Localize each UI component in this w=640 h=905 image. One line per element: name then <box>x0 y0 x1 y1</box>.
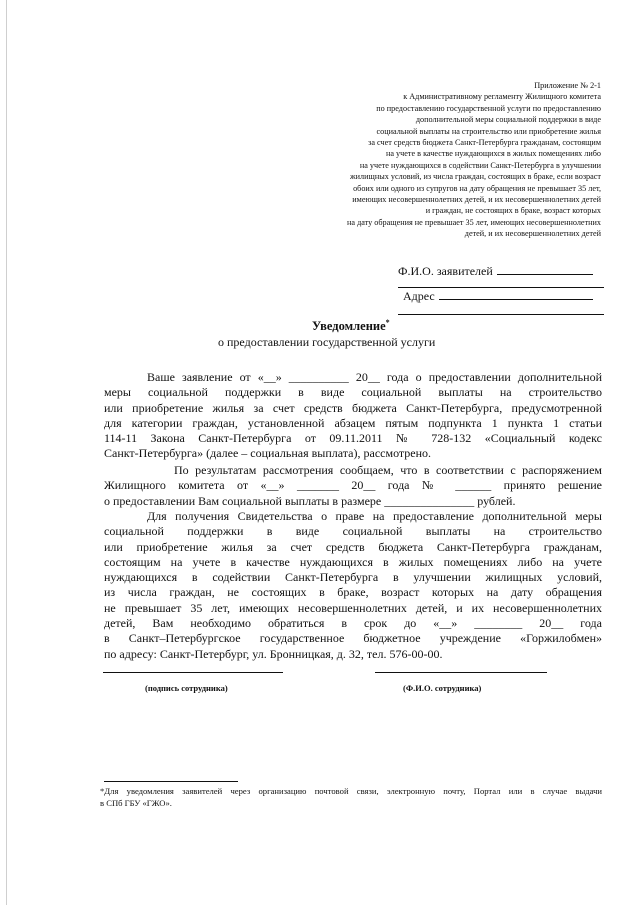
applicant-name-blank <box>497 262 593 275</box>
page-edge-line <box>6 0 7 905</box>
text-line: социальной поддержки в виде социальной выплаты на строительство <box>104 524 602 539</box>
appendix-line: на учете нуждающихся в содействии Санкт-Петербурга в улучшении <box>359 160 601 170</box>
appendix-line: к Административному регламенту Жилищного комитета <box>403 92 601 102</box>
appendix-line: за счет средств бюджета Санкт-Петербурга гражданам, состоящим <box>368 138 601 148</box>
text-line: не превышает 35 лет, имеющих несовершеннолетних детей, и их несовершеннолетних <box>104 600 602 615</box>
text-line: для категории граждан, установленной абзацем пятым подпункта 1 пункта 1 статьи <box>104 415 602 430</box>
text-line: Для получения Свидетельства о праве на предоставление дополнительной меры <box>147 509 602 523</box>
text-line: по адресу: Санкт-Петербург, ул. Бронницкая, д. 32, тел. 576-00-00. <box>104 646 443 661</box>
text-line: о предоставлении Вам социальной выплаты в размере _______________ рублей. <box>104 493 516 508</box>
text-line: Жилищного комитета от «__» _______ 20__ года № ______ принято решение <box>104 478 602 493</box>
appendix-line: дополнительной меры социальной поддержки в виде <box>415 115 601 125</box>
applicant-address-row <box>403 287 608 304</box>
employee-name-line <box>375 672 547 673</box>
document-subtitle: о предоставлении государственной услуги <box>218 335 436 349</box>
text-line: По результатам рассмотрения сообщаем, что в соответствии с распоряжением <box>174 463 602 477</box>
appendix-line: и граждан, не состоящих в браке, возраст которых <box>425 206 601 216</box>
applicant-name-row <box>398 262 608 279</box>
text-line: или приобретение жилья за счет средств бюджета Санкт-Петербурга, предусмотренной <box>104 400 602 415</box>
document-title <box>312 318 390 334</box>
text-line: в Санкт–Петербургское государственное бюджетное учреждение «Горжилобмен» <box>104 631 602 646</box>
text-line: Санкт-Петербурга» (далее – социальная выплата), рассмотрено. <box>104 446 432 461</box>
document-title-text: Уведомление <box>312 319 386 334</box>
employee-name-caption: (Ф.И.О. сотрудника) <box>403 683 482 693</box>
appendix-header <box>255 80 601 240</box>
footnote-rule <box>104 781 238 782</box>
applicant-address-label: Адрес <box>403 289 435 303</box>
applicant-address-blank <box>439 287 593 300</box>
appendix-line: имеющих несовершеннолетних детей, и их несовершеннолетних детей <box>352 195 601 205</box>
appendix-line: социальной выплаты на строительство или приобретение жилья <box>376 126 601 136</box>
appendix-line: Приложение № 2-1 <box>534 81 601 90</box>
signature-line <box>103 672 283 673</box>
appendix-line: жилищных условий, из числа граждан, состоящих в браке, если возраст <box>350 172 601 182</box>
appendix-line: детей, и их несовершеннолетних детей <box>464 229 601 239</box>
appendix-line: на учете в качестве нуждающихся в жилых помещениях либо <box>386 149 601 159</box>
applicant-address-blank-line <box>398 314 604 315</box>
footnote-mark: * <box>385 318 390 327</box>
footnote-line: в СПб ГБУ «ГЖО». <box>100 798 172 808</box>
text-line: из числа граждан, не состоящих в браке, возраст которых на дату обращения <box>104 585 602 600</box>
appendix-line: на дату обращения не превышает 35 лет, имеющих несовершеннолетних <box>347 217 601 227</box>
paragraph-decision <box>104 463 602 509</box>
footnote <box>100 785 602 809</box>
text-line: нуждающихся в содействии Санкт-Петербурга в улучшении жилищных условий, <box>104 570 602 585</box>
paragraph-application <box>104 370 602 462</box>
paragraph-instructions <box>104 509 602 662</box>
applicant-name-label: Ф.И.О. заявителей <box>398 264 493 278</box>
appendix-line: обоих или одного из супругов на дату обращения не превышает 35 лет, <box>353 183 601 193</box>
text-line: меры социальной поддержки в виде социальной выплаты на строительство <box>104 385 602 400</box>
text-line: 114-11 Закона Санкт-Петербурга от 09.11.2011 № 728-132 «Социальный кодекс <box>104 431 602 446</box>
footnote-line: *Для уведомления заявителей через организацию почтовой связи, электронную почту, Портал или в случае выдачи <box>100 786 602 796</box>
signature-caption: (подпись сотрудника) <box>145 683 228 693</box>
text-line: детей, Вам необходимо обратиться в срок до «__» ________ 20__ года <box>104 616 602 631</box>
text-line: или приобретение жилья за счет средств бюджета Санкт-Петербурга гражданам, <box>104 539 602 554</box>
text-line: Ваше заявление от «__» __________ 20__ года о предоставлении дополнительной <box>147 370 602 384</box>
appendix-line: по предоставлению государственной услуги по предоставлению <box>376 103 601 113</box>
text-line: состоящим на учете в качестве нуждающихся в жилых помещениях либо на учете <box>104 554 602 569</box>
